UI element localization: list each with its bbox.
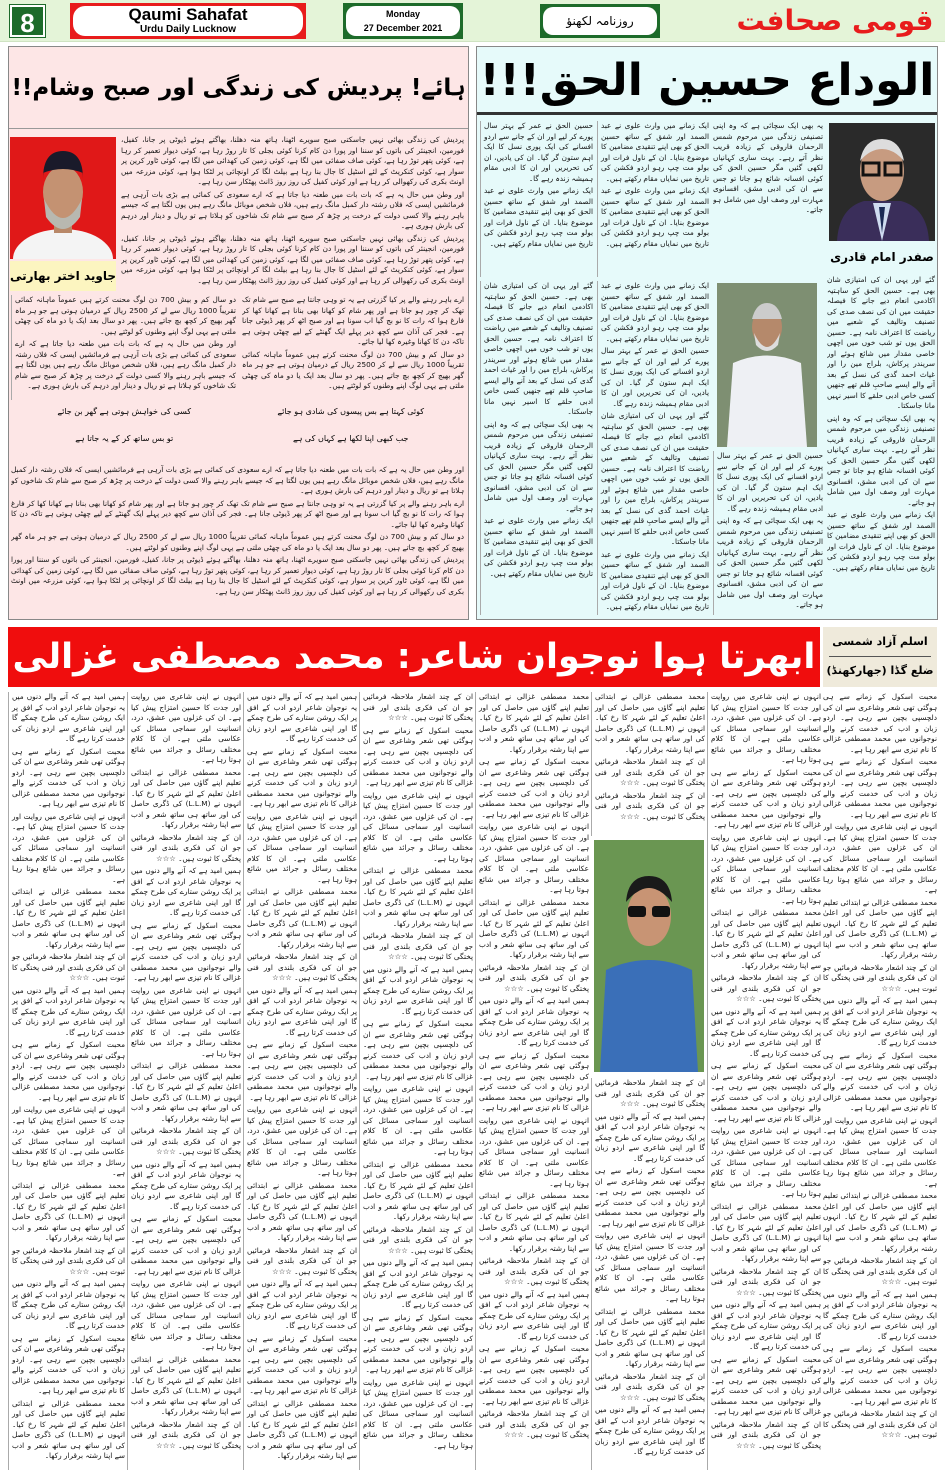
right-article-byline: صفدر امام قادری <box>830 250 934 264</box>
paragraph: گئے اور یہی ان کی امتیازی شان بھی ہے۔ حسین الحق کو ساہتیہ اکادمی انعام دیے جانے کا فیصلہ حقیقت میں ان کی نصف صدی کی تصنیف وتالیف کے شعبے میں ریاضت کا اعتراف نامہ ہے۔ حسین الحق یوں تو شب خوں میں اچھی خاصی مقدار میں شائع ہوئے اور سریندر پرکاش، بلراج مین را اور غیاث احمد گدی کی نسل کے بعد آنے والے ایسے صاحبِ قلم تھے جنھیں کسی خاص ادبی حلقے کا اسیر نہیں مانا جاسکتا۔ <box>601 411 709 546</box>
paragraph: محبت اسکول کے زمانے سے ہی ہوگئی تھی شعر وشاعری سے ان کی دلچسپی بچپن سے رہی ہے۔ اردو زبان و ادب کی خدمت کرنے والے نوجوانوں میں محمد مصطفی غزالی کا نام تیزی سے ابھر رہا ہے۔ <box>479 1050 589 1112</box>
paragraph: محبت اسکول کے زمانے سے ہی ہوگئی تھی شعر وشاعری سے ان کی دلچسپی بچپن سے رہی ہے۔ اردو زبان و ادب کی خدمت کرنے والے نوجوانوں میں محمد مصطفی غزالی کا نام تیزی سے ابھر رہا ہے۔ <box>131 1214 241 1276</box>
paragraph: اور وطن میں حال یہ ہے کہ بات بات میں طعنہ دیا جاتا ہے کہ ارے سعودی کی کمائی ہے بڑی بات آرہی ہے فرمائشیں ایسی کہ فلاں رشتہ دار کمبل مانگ رہے ہیں، فلاں شخص موبائل مانگ رہے ہیں یوں لگتا ہے کہ جیسے باہر رہنے والا کسی دولت کے درخت پر چڑھ کر صبح سے شام تک شاخوں کو ہلاتا ہے تو ریال و دینار اور درہم کی بارش ہوری ہے۔ <box>11 465 464 495</box>
paragraph: محبت اسکول کے زمانے سے ہی ہوگئی تھی شعر وشاعری سے ان کی دلچسپی بچپن سے رہی ہے۔ اردو زبان و ادب کی خدمت کرنے والے نوجوانوں میں محمد مصطفی غزالی کا نام تیزی سے ابھر رہا ہے۔ <box>247 746 357 808</box>
paragraph: محبت اسکول کے زمانے سے ہی ہوگئی تھی شعر وشاعری سے ان کی دلچسپی بچپن سے رہی ہے۔ اردو زبان و ادب کی خدمت کرنے والے نوجوانوں میں محمد مصطفی غزالی کا نام تیزی سے ابھر رہا ہے۔ <box>823 757 937 819</box>
paragraph: انہوں نے اپنی شاعری میں روایت اور جدت کا حسین امتزاج پیش کیا ہے۔ ان کی غزلوں میں عشق، درد، انسانیت اور سماجی مسائل کی عکاسی ملتی ہے۔ ان کا کلام مختلف رسائل و جرائد میں شائع ہوتا رہا ہے۔ <box>363 790 473 863</box>
paragraph: محبت اسکول کے زمانے سے ہی ہوگئی تھی شعر وشاعری سے ان کی دلچسپی بچپن سے رہی ہے۔ اردو زبان و ادب کی خدمت کرنے والے نوجوانوں میں محمد مصطفی غزالی کا نام تیزی سے ابھر رہا ہے۔ <box>823 1344 937 1406</box>
paragraph: محبت اسکول کے زمانے سے ہی ہوگئی تھی شعر وشاعری سے ان کی دلچسپی بچپن سے رہی ہے۔ اردو زبان و ادب کی خدمت کرنے والے نوجوانوں میں محمد مصطفی غزالی کا نام تیزی سے ابھر رہا ہے۔ <box>12 1040 125 1102</box>
bottom-article-col4 <box>475 692 589 1470</box>
paragraph: ہمیں امید ہے کہ آنے والے دنوں میں یہ نوجوان شاعر اردو ادب کے افق پر ایک روشن ستارے کی طرح چمکے گا اور اپنی شاعری سے اردو زبان کی خدمت کرتا رہے گا۔ <box>131 866 241 917</box>
left-article-headline: ہائے! پردیش کی زندگی اور صبح وشام!! <box>9 47 468 129</box>
paragraph: محبت اسکول کے زمانے سے ہی ہوگئی تھی شعر وشاعری سے ان کی دلچسپی بچپن سے رہی ہے۔ اردو زبان و ادب کی خدمت کرنے والے نوجوانوں میں محمد مصطفی غزالی کا نام تیزی سے ابھر رہا ہے۔ <box>823 1050 937 1112</box>
bottom-article-col7 <box>127 692 241 1470</box>
paragraph: محمد مصطفی غزالی نے ابتدائی تعلیم اپنے گاؤں میں حاصل کی اور اعلیٰ تعلیم کے لئے شہر کا رخ کیا۔ انہوں نے (L.L.M) کی ڈگری حاصل کی اور ساتھ ہی ساتھ شعر و ادب سے اپنا رشتہ برقرار رکھا۔ <box>12 1398 125 1460</box>
paragraph: اور وطن میں حال یہ ہے کہ بات بات میں طعنہ دیا جاتا ہے کہ ارے سعودی کی کمائی ہے بڑی بات آرہی ہے فرمائشیں ایسی کہ فلاں رشتہ دار کمبل مانگ رہے ہیں، فلاں شخص موبائل مانگ رہے ہیں یوں لگتا ہے کہ جیسے باہر رہنے والا کسی دولت کے درخت پر چڑھ کر صبح سے شام تک شاخوں کو ہلاتا ہے تو ریال و دینار اور درہم کی بارش ہوری ہے۔ <box>15 339 236 390</box>
paragraph: محمد مصطفی غزالی نے ابتدائی تعلیم اپنے گاؤں میں حاصل کی اور اعلیٰ تعلیم کے لئے شہر کا رخ کیا۔ انہوں نے (L.L.M) کی ڈگری حاصل کی اور ساتھ ہی ساتھ شعر و ادب سے اپنا رشتہ برقرار رکھا۔ <box>131 1061 241 1123</box>
paragraph: محبت اسکول کے زمانے سے ہی ہوگئی تھی شعر وشاعری سے ان کی دلچسپی بچپن سے رہی ہے۔ اردو زبان و ادب کی خدمت کرنے والے نوجوانوں میں محمد مصطفی غزالی کا نام تیزی سے ابھر رہا ہے۔ <box>823 692 937 754</box>
paragraph: انہوں نے اپنی شاعری میں روایت اور جدت کا حسین امتزاج پیش کیا ہے۔ ان کی غزلوں میں عشق، درد، انسانیت اور سماجی مسائل کی عکاسی ملتی ہے۔ ان کا کلام مختلف رسائل و جرائد میں شائع ہوتا رہا ہے۔ <box>823 822 937 894</box>
newspaper-title-box <box>70 3 306 39</box>
paragraph: ان کے چند اشعار ملاحظہ فرمائیں جو ان کی فکری بلندی اور فنی پختگی کا ثبوت ہیں۔ ☆☆☆ <box>12 952 125 982</box>
paragraph: ایک زمانے میں وارث علوی نے عبد الصمد اور شفق کے ساتھ حسین الحق کو بھی اپنے تنقیدی مضامین کا موضوع بنایا۔ ان کے ناول فرات اور بولو مت چپ رہو اردو فکشن کی تاریخ میں نمایاں مقام رکھتے ہیں۔ <box>601 281 709 343</box>
paragraph: محبت اسکول کے زمانے سے ہی ہوگئی تھی شعر وشاعری سے ان کی دلچسپی بچپن سے رہی ہے۔ اردو زبان و ادب کی خدمت کرنے والے نوجوانوں میں محمد مصطفی غزالی کا نام تیزی سے ابھر رہا ہے۔ <box>363 725 473 787</box>
paragraph: محبت اسکول کے زمانے سے ہی ہوگئی تھی شعر وشاعری سے ان کی دلچسپی بچپن سے رہی ہے۔ اردو زبان و ادب کی خدمت کرنے والے نوجوانوں میں محمد مصطفی غزالی کا نام تیزی سے ابھر رہا ہے۔ <box>711 1354 821 1416</box>
paragraph: ہمیں امید ہے کہ آنے والے دنوں میں یہ نوجوان شاعر اردو ادب کے افق پر ایک روشن ستارے کی طرح چمکے گا اور اپنی شاعری سے اردو زبان کی خدمت کرتا رہے گا۔ <box>363 1258 473 1309</box>
paragraph: محمد مصطفی غزالی نے ابتدائی تعلیم اپنے گاؤں میں حاصل کی اور اعلیٰ تعلیم کے لئے شہر کا رخ کیا۔ انہوں نے (L.L.M) کی ڈگری حاصل کی اور ساتھ ہی ساتھ شعر و ادب سے اپنا رشتہ برقرار رکھا۔ <box>247 1398 357 1460</box>
paragraph: پردیش کی زندگی بھائی نہیں جاسکتی صبح سویرے اٹھنا، ہاتھ منہ دھلنا، بھاگتے ہوئے ڈیوٹی پر جانا، کفیل، فورمین، انجینئر کی باتوں کو سننا اور پورا دن کام کرنا کوئی بجلی کا تار روڑ رہا ہے، کوئی دیوار تعمیر کر رہا ہے، کوئی پتھر توڑ رہا ہے، کوئی صاف صفائی میں لگا ہے، کوئی زمین کی کھدائی میں لگا ہے، کوئی ٹاور کرین پر سوار ہے، کوئی کنکریٹ کے لئے اسٹیل کا جال بنا رہا ہے بیلٹ لگا کر اونچائی پر لٹکا ہوا ہے، کوئی مزرعہ میں اونٹ بکری کی رکھوالی کر رہا ہے اور کوئی کفیل کی روز روز ڈانٹ پھٹکار سن رہا ہے۔ <box>121 233 464 285</box>
paragraph: حسین الحق نے عمر کے بہتر سال پورے کر لیے اور ان کے جانے سے اردو افسانے کی ایک پوری نسل کا ایک اہم ستون گر گیا۔ ان کی یادیں، ان کی تحریریں اور ان کا ادبی مقام ہمیشہ زندہ رہے گا۔ <box>717 451 823 513</box>
paragraph: ہمیں امید ہے کہ آنے والے دنوں میں یہ نوجوان شاعر اردو ادب کے افق پر ایک روشن ستارے کی طرح چمکے گا اور اپنی شاعری سے اردو زبان کی خدمت کرتا رہے گا۔ <box>711 1006 821 1058</box>
bottom-article-col5 <box>359 692 473 1470</box>
paragraph: انہوں نے اپنی شاعری میں روایت اور جدت کا حسین امتزاج پیش کیا ہے۔ ان کی غزلوں میں عشق، درد، انسانیت اور سماجی مسائل کی عکاسی ملتی ہے۔ ان کا کلام مختلف رسائل و جرائد میں شائع ہوتا رہا ہے۔ <box>131 985 241 1058</box>
paragraph: محبت اسکول کے زمانے سے ہی ہوگئی تھی شعر وشاعری سے ان کی دلچسپی بچپن سے رہی ہے۔ اردو زبان و ادب کی خدمت کرنے والے نوجوانوں میں محمد مصطفی غزالی کا نام تیزی سے ابھر رہا ہے۔ <box>711 767 821 829</box>
paragraph: انہوں نے اپنی شاعری میں روایت اور جدت کا حسین امتزاج پیش کیا ہے۔ ان کی غزلوں میں عشق، درد، انسانیت اور سماجی مسائل کی عکاسی ملتی ہے۔ ان کا کلام مختلف رسائل و جرائد میں شائع ہوتا رہا ہے۔ <box>12 1105 125 1177</box>
paragraph: ہمیں امید ہے کہ آنے والے دنوں میں یہ نوجوان شاعر اردو ادب کے افق پر ایک روشن ستارے کی طرح چمکے گا اور اپنی شاعری سے اردو زبان کی خدمت کرتا رہے گا۔ <box>711 1300 821 1351</box>
paragraph: ان کے چند اشعار ملاحظہ فرمائیں جو ان کی فکری بلندی اور فنی پختگی کا ثبوت ہیں۔ ☆☆☆ <box>711 1266 821 1297</box>
right-article-headline: الوداع حسین الحق!!! <box>477 47 937 115</box>
paragraph: ہمیں امید ہے کہ آنے والے دنوں میں یہ نوجوان شاعر اردو ادب کے افق پر ایک روشن ستارے کی طرح چمکے گا اور اپنی شاعری سے اردو زبان کی خدمت کرتا رہے گا۔ <box>479 1289 589 1341</box>
paragraph: انہوں نے اپنی شاعری میں روایت اور جدت کا حسین امتزاج پیش کیا ہے۔ ان کی غزلوں میں عشق، درد، انسانیت اور سماجی مسائل کی عکاسی ملتی ہے۔ ان کا کلام مختلف رسائل و جرائد میں شائع ہوتا رہا ہے۔ <box>823 1115 937 1188</box>
paragraph: یہ بھی ایک سچائی ہے کہ وہ اپنی تصنیفی زندگی میں مرحوم شمس الرحمان فاروقی کے زیادہ قریب نظر آتے رہے۔ بہت ساری کہانیاں لکھی گئیں مگر حسین الحق کی کوئی افسانہ شائع ہو جاتا تو جس سے ان کی ادبی مشق، افسانوی مہارت اور وصف اول میں شامل ہو جاتے۔ <box>717 516 823 609</box>
paragraph: ان کے چند اشعار ملاحظہ فرمائیں جو ان کی فکری بلندی اور فنی پختگی کا ثبوت ہیں۔ ☆☆☆ <box>247 1245 357 1276</box>
paragraph: ان کے چند اشعار ملاحظہ فرمائیں جو ان کی فکری بلندی اور فنی پختگی کا ثبوت ہیں۔ ☆☆☆ <box>823 962 937 993</box>
paragraph: انہوں نے اپنی شاعری میں روایت اور جدت کا حسین امتزاج پیش کیا ہے۔ ان کی غزلوں میں عشق، درد، انسانیت اور سماجی مسائل کی عکاسی ملتی ہے۔ ان کا کلام مختلف رسائل و جرائد میں شائع ہوتا رہا ہے۔ <box>247 1105 357 1177</box>
paragraph: پردیش کی زندگی بھائی نہیں جاسکتی صبح سویرے اٹھنا، ہاتھ منہ دھلنا، بھاگتے ہوئے ڈیوٹی پر جانا، کفیل، فورمین، انجینئر کی باتوں کو سننا اور پورا دن کام کرنا کوئی بجلی کا تار روڑ رہا ہے، کوئی دیوار تعمیر کر رہا ہے، کوئی پتھر توڑ رہا ہے، کوئی صاف صفائی میں لگا ہے، کوئی زمین کی کھدائی میں لگا ہے، کوئی ٹاور کرین پر سوار ہے، کوئی کنکریٹ کے لئے اسٹیل کا جال بنا رہا ہے بیلٹ لگا کر اونچائی پر لٹکا ہوا ہے، کوئی مزرعہ میں اونٹ بکری کی رکھوالی کر رہا ہے اور کوئی کفیل کی روز روز ڈانٹ پھٹکار سن رہا ہے۔ <box>121 135 464 186</box>
right-article-text-col3 <box>597 281 709 615</box>
paragraph: محبت اسکول کے زمانے سے ہی ہوگئی تھی شعر وشاعری سے ان کی دلچسپی بچپن سے رہی ہے۔ اردو زبان و ادب کی خدمت کرنے والے نوجوانوں میں محمد مصطفی غزالی کا نام تیزی سے ابھر رہا ہے۔ <box>131 920 241 982</box>
right-article-text-top-col2 <box>597 121 709 277</box>
left-article-text-body-col1 <box>242 295 464 400</box>
article-photo <box>717 283 817 447</box>
paragraph: محمد مصطفی غزالی نے ابتدائی تعلیم اپنے گاؤں میں حاصل کی اور اعلیٰ تعلیم کے لئے شہر کا رخ کیا۔ انہوں نے (L.L.M) کی ڈگری حاصل کی اور ساتھ ہی ساتھ شعر و ادب سے اپنا رشتہ برقرار رکھا۔ <box>823 897 937 959</box>
paragraph: محمد مصطفی غزالی نے ابتدائی تعلیم اپنے گاؤں میں حاصل کی اور اعلیٰ تعلیم کے لئے شہر کا رخ کیا۔ انہوں نے (L.L.M) کی ڈگری حاصل کی اور ساتھ ہی ساتھ شعر و ادب سے اپنا رشتہ برقرار رکھا۔ <box>595 1306 705 1368</box>
paragraph: یہ بھی ایک سچائی ہے کہ وہ اپنی تصنیفی زندگی میں مرحوم شمس الرحمان فاروقی کے زیادہ قریب نظر آتے رہے۔ بہت ساری کہانیاں لکھی گئیں مگر حسین الحق کی کوئی افسانہ شائع ہو جاتا تو جس سے ان کی ادبی مشق، افسانوی مہارت اور وصف اول میں شامل ہو جاتے۔ <box>827 413 935 507</box>
bottom-article-location: ضلع گڈا (جھارکھنڈ) <box>826 664 934 677</box>
paragraph: ارے باہر رہنے والے پر کیا گزرتی ہے یہ تو وہی جانتا ہے صبح سے شام تک تھک کر چور ہو جاتا ہے اور پھر شام کو کھانا بھی بنانا ہے کھانا کھا کر فارغ ہوا کہ رات کا نو بج گیا اب سونا ہے اور صبح اٹھ کر پھر ڈیوٹی جانا ہے۔ فجر کی آذان سے کچھ دیر پہلے ایک گھنٹے کے لیے چھٹی ہوتی ہے تاکہ دن کا کھانا وغیرہ کھا لیا جائے۔ <box>242 295 464 346</box>
poem-line: جب کبھی اپنا لکھا ہے کہاں کی ہے <box>293 434 409 443</box>
paragraph: اور وطن میں حال یہ ہے کہ بات بات میں طعنہ دیا جاتا ہے کہ ارے سعودی کی کمائی ہے بڑی بات آرہی ہے فرمائشیں ایسی کہ فلاں رشتہ دار کمبل مانگ رہے ہیں، فلاں شخص موبائل مانگ رہے ہیں یوں لگتا ہے کہ جیسے باہر رہنے والا کسی دولت کے درخت پر چڑھ کر صبح سے شام تک شاخوں کو ہلاتا ہے تو ریال و دینار اور درہم کی بارش ہوری ہے۔ <box>121 189 464 230</box>
paragraph: محمد مصطفی غزالی نے ابتدائی تعلیم اپنے گاؤں میں حاصل کی اور اعلیٰ تعلیم کے لئے شہر کا رخ کیا۔ انہوں نے (L.L.M) کی ڈگری حاصل کی اور ساتھ ہی ساتھ شعر و ادب سے اپنا رشتہ برقرار رکھا۔ <box>247 1180 357 1242</box>
paragraph: ہمیں امید ہے کہ آنے والے دنوں میں یہ نوجوان شاعر اردو ادب کے افق پر ایک روشن ستارے کی طرح چمکے گا اور اپنی شاعری سے اردو زبان کی خدمت کرتا رہے گا۔ <box>595 1111 705 1163</box>
paragraph: پردیش کی زندگی بھائی نہیں جاسکتی صبح سویرے اٹھنا، ہاتھ منہ دھلنا، بھاگتے ہوئے ڈیوٹی پر جانا، کفیل، فورمین، انجینئر کی باتوں کو سننا اور پورا دن کام کرنا کوئی بجلی کا تار روڑ رہا ہے، کوئی دیوار تعمیر کر رہا ہے، کوئی پتھر توڑ رہا ہے، کوئی صاف صفائی میں لگا ہے، کوئی زمین کی کھدائی میں لگا ہے، کوئی ٹاور کرین پر سوار ہے، کوئی کنکریٹ کے لئے اسٹیل کا جال بنا رہا ہے بیلٹ لگا کر اونچائی پر لٹکا ہوا ہے، کوئی مزرعہ میں اونٹ بکری کی رکھوالی کر رہا ہے اور کوئی کفیل کی روز روز ڈانٹ پھٹکار سن رہا ہے۔ <box>11 555 464 596</box>
paragraph: ان کے چند اشعار ملاحظہ فرمائیں جو ان کی فکری بلندی اور فنی پختگی کا ثبوت ہیں۔ ☆☆☆ <box>595 757 705 787</box>
bottom-article-headline: ابھرتا ہوا نوجوان شاعر: محمد مصطفی غزالی <box>8 627 820 687</box>
paragraph: ہمیں امید ہے کہ آنے والے دنوں میں یہ نوجوان شاعر اردو ادب کے افق پر ایک روشن ستارے کی طرح چمکے گا اور اپنی شاعری سے اردو زبان کی خدمت کرتا رہے گا۔ <box>479 996 589 1047</box>
poem-line: کسی کی خواہش ہوتی ہے گھر بن جائے <box>57 407 192 416</box>
paragraph: یہ بھی ایک سچائی ہے کہ وہ اپنی تصنیفی زندگی میں مرحوم شمس الرحمان فاروقی کے زیادہ قریب نظر آتے رہے۔ بہت ساری کہانیاں لکھی گئیں مگر حسین الحق کی کوئی افسانہ شائع ہو جاتا تو جس سے ان کی ادبی مشق، افسانوی مہارت اور وصف اول میں شامل ہو جاتے۔ <box>713 121 823 214</box>
paragraph: یہ بھی ایک سچائی ہے کہ وہ اپنی تصنیفی زندگی میں مرحوم شمس الرحمان فاروقی کے زیادہ قریب نظر آتے رہے۔ بہت ساری کہانیاں لکھی گئیں مگر حسین الحق کی کوئی افسانہ شائع ہو جاتا تو جس سے ان کی ادبی مشق، افسانوی مہارت اور وصف اول میں شامل ہو جاتے۔ <box>484 419 593 513</box>
paragraph: محمد مصطفی غزالی نے ابتدائی تعلیم اپنے گاؤں میں حاصل کی اور اعلیٰ تعلیم کے لئے شہر کا رخ کیا۔ انہوں نے (L.L.M) کی ڈگری حاصل کی اور ساتھ ہی ساتھ شعر و ادب سے اپنا رشتہ برقرار رکھا۔ <box>247 887 357 949</box>
bottom-article-col1 <box>823 692 937 1470</box>
paragraph: انہوں نے اپنی شاعری میں روایت اور جدت کا حسین امتزاج پیش کیا ہے۔ ان کی غزلوں میں عشق، درد، انسانیت اور سماجی مسائل کی عکاسی ملتی ہے۔ ان کا کلام مختلف رسائل و جرائد میں شائع ہوتا رہا ہے۔ <box>595 1231 705 1303</box>
paragraph: دو سال کم و بیش 700 دن لوگ محنت کرتے ہیں عموماً ماہانہ کمائی تقریباً 1000 ریال سے لے کر 2500 ریال کے درمیان ہوتی ہے جو ہر ماہ گھر بھیج کر کچھ بچ جاتے ہیں۔ پھر دو سال بعد ایک یا دو ماہ کی چھٹی ملتی ہے یہی لوگ اپنے وطنوں کو لوٹتے ہیں۔ <box>242 349 464 390</box>
urdu-masthead-logo: قومی صحافت <box>736 4 934 37</box>
paragraph: محمد مصطفی غزالی نے ابتدائی تعلیم اپنے گاؤں میں حاصل کی اور اعلیٰ تعلیم کے لئے شہر کا رخ کیا۔ انہوں نے (L.L.M) کی ڈگری حاصل کی اور ساتھ ہی ساتھ شعر و ادب سے اپنا رشتہ برقرار رکھا۔ <box>479 1191 589 1253</box>
paragraph: دو سال کم و بیش 700 دن لوگ محنت کرتے ہیں عموماً ماہانہ کمائی تقریباً 1000 ریال سے لے کر 2500 ریال کے درمیان ہوتی ہے جو ہر ماہ گھر بھیج کر کچھ بچ جاتے ہیں۔ پھر دو سال بعد ایک یا دو ماہ کی چھٹی ملتی ہے یہی لوگ اپنے وطنوں کو لوٹتے ہیں۔ <box>15 295 236 336</box>
poet-photo <box>594 840 704 1072</box>
paragraph: ان کے چند اشعار ملاحظہ فرمائیں جو ان کی فکری بلندی اور فنی پختگی کا ثبوت ہیں۔ ☆☆☆ <box>12 1245 125 1276</box>
paragraph: ان کے چند اشعار ملاحظہ فرمائیں جو ان کی فکری بلندی اور فنی پختگی کا ثبوت ہیں۔ ☆☆☆ <box>595 1078 705 1108</box>
paragraph: ان کے چند اشعار ملاحظہ فرمائیں جو ان کی فکری بلندی اور فنی پختگی کا ثبوت ہیں۔ ☆☆☆ <box>479 1409 589 1439</box>
bottom-article-author: اسلم آزاد شمسی <box>829 627 931 657</box>
paragraph: ایک زمانے میں وارث علوی نے عبد الصمد اور شفق کے ساتھ حسین الحق کو بھی اپنے تنقیدی مضامین کا موضوع بنایا۔ ان کے ناول فرات اور بولو مت چپ رہو اردو فکشن کی تاریخ میں نمایاں مقام رکھتے ہیں۔ <box>827 510 935 572</box>
paragraph: محمد مصطفی غزالی نے ابتدائی تعلیم اپنے گاؤں میں حاصل کی اور اعلیٰ تعلیم کے لئے شہر کا رخ کیا۔ انہوں نے (L.L.M) کی ڈگری حاصل کی اور ساتھ ہی ساتھ شعر و ادب سے اپنا رشتہ برقرار رکھا۔ <box>595 692 705 754</box>
masthead-bar <box>0 0 945 42</box>
bottom-article-col3-top <box>591 692 705 836</box>
poem-line: کوئی کہتا ہے بس پیسوں کی شادی ہو جائے <box>277 407 425 416</box>
paragraph: ان کے چند اشعار ملاحظہ فرمائیں جو ان کی فکری بلندی اور فنی پختگی کا ثبوت ہیں۔ ☆☆☆ <box>823 1256 937 1286</box>
paragraph: محبت اسکول کے زمانے سے ہی ہوگئی تھی شعر وشاعری سے ان کی دلچسپی بچپن سے رہی ہے۔ اردو زبان و ادب کی خدمت کرنے والے نوجوانوں میں محمد مصطفی غزالی کا نام تیزی سے ابھر رہا ہے۔ <box>363 1019 473 1081</box>
paragraph: محمد مصطفی غزالی نے ابتدائی تعلیم اپنے گاؤں میں حاصل کی اور اعلیٰ تعلیم کے لئے شہر کا رخ کیا۔ انہوں نے (L.L.M) کی ڈگری حاصل کی اور ساتھ ہی ساتھ شعر و ادب سے اپنا رشتہ برقرار رکھا۔ <box>711 1201 821 1263</box>
paragraph: محبت اسکول کے زمانے سے ہی ہوگئی تھی شعر وشاعری سے ان کی دلچسپی بچپن سے رہی ہے۔ اردو زبان و ادب کی خدمت کرنے والے نوجوانوں میں محمد مصطفی غزالی کا نام تیزی سے ابھر رہا ہے۔ <box>595 1166 705 1228</box>
left-article-byline: جاوید اختر بھارتی <box>10 261 116 291</box>
paragraph: ایک زمانے میں وارث علوی نے عبد الصمد اور شفق کے ساتھ حسین الحق کو بھی اپنے تنقیدی مضامین کا موضوع بنایا۔ ان کے ناول فرات اور بولو مت چپ رہو اردو فکشن کی تاریخ میں نمایاں مقام رکھتے ہیں۔ <box>601 549 709 611</box>
paragraph: ان کے چند اشعار ملاحظہ فرمائیں جو ان کی فکری بلندی اور فنی پختگی کا ثبوت ہیں۔ ☆☆☆ <box>479 962 589 993</box>
newspaper-title: Qaumi Sahafat <box>128 5 248 24</box>
paragraph: محبت اسکول کے زمانے سے ہی ہوگئی تھی شعر وشاعری سے ان کی دلچسپی بچپن سے رہی ہے۔ اردو زبان و ادب کی خدمت کرنے والے نوجوانوں میں محمد مصطفی غزالی کا نام تیزی سے ابھر رہا ہے۔ <box>12 746 125 808</box>
paragraph: انہوں نے اپنی شاعری میں روایت اور جدت کا حسین امتزاج پیش کیا ہے۔ ان کی غزلوں میں عشق، درد، انسانیت اور سماجی مسائل کی عکاسی ملتی ہے۔ ان کا کلام مختلف رسائل و جرائد میں شائع ہوتا رہا ہے۔ <box>12 811 125 884</box>
paragraph: دو سال کم و بیش 700 دن لوگ محنت کرتے ہیں عموماً ماہانہ کمائی تقریباً 1000 ریال سے لے کر 2500 ریال کے درمیان ہوتی ہے جو ہر ماہ گھر بھیج کر کچھ بچ جاتے ہیں۔ پھر دو سال بعد ایک یا دو ماہ کی چھٹی ملتی ہے یہی لوگ اپنے وطنوں کو لوٹتے ہیں۔ <box>11 532 464 552</box>
paragraph: محبت اسکول کے زمانے سے ہی ہوگئی تھی شعر وشاعری سے ان کی دلچسپی بچپن سے رہی ہے۔ اردو زبان و ادب کی خدمت کرنے والے نوجوانوں میں محمد مصطفی غزالی کا نام تیزی سے ابھر رہا ہے۔ <box>363 1312 473 1374</box>
page-number: 8 <box>10 5 45 37</box>
bottom-article-author-box <box>823 627 937 687</box>
right-article-text-under-photo <box>713 451 823 615</box>
paragraph: ان کے چند اشعار ملاحظہ فرمائیں جو ان کی فکری بلندی اور فنی پختگی کا ثبوت ہیں۔ ☆☆☆ <box>131 1126 241 1156</box>
newspaper-subtitle: Urdu Daily Lucknow <box>139 24 237 35</box>
paragraph: ہمیں امید ہے کہ آنے والے دنوں میں یہ نوجوان شاعر اردو ادب کے افق پر ایک روشن ستارے کی طرح چمکے گا اور اپنی شاعری سے اردو زبان کی خدمت کرتا رہے گا۔ <box>595 1405 705 1456</box>
paragraph: ان کے چند اشعار ملاحظہ فرمائیں جو ان کی فکری بلندی اور فنی پختگی کا ثبوت ہیں۔ ☆☆☆ <box>363 931 473 961</box>
issue-date: 27 December 2021 <box>363 23 443 33</box>
author-photo <box>10 137 116 259</box>
paragraph: ہمیں امید ہے کہ آنے والے دنوں میں یہ نوجوان شاعر اردو ادب کے افق پر ایک روشن ستارے کی طرح چمکے گا اور اپنی شاعری سے اردو زبان کی خدمت کرتا رہے گا۔ <box>131 1159 241 1211</box>
paragraph: محبت اسکول کے زمانے سے ہی ہوگئی تھی شعر وشاعری سے ان کی دلچسپی بچپن سے رہی ہے۔ اردو زبان و ادب کی خدمت کرنے والے نوجوانوں میں محمد مصطفی غزالی کا نام تیزی سے ابھر رہا ہے۔ <box>247 1040 357 1102</box>
paragraph: انہوں نے اپنی شاعری میں روایت اور جدت کا حسین امتزاج پیش کیا ہے۔ ان کی غزلوں میں عشق، درد، انسانیت اور سماجی مسائل کی عکاسی ملتی ہے۔ ان کا کلام مختلف رسائل و جرائد میں شائع ہوتا رہا ہے۔ <box>479 822 589 894</box>
paragraph: محبت اسکول کے زمانے سے ہی ہوگئی تھی شعر وشاعری سے ان کی دلچسپی بچپن سے رہی ہے۔ اردو زبان و ادب کی خدمت کرنے والے نوجوانوں میں محمد مصطفی غزالی کا نام تیزی سے ابھر رہا ہے۔ <box>711 1061 821 1123</box>
paragraph: محمد مصطفی غزالی نے ابتدائی تعلیم اپنے گاؤں میں حاصل کی اور اعلیٰ تعلیم کے لئے شہر کا رخ کیا۔ انہوں نے (L.L.M) کی ڈگری حاصل کی اور ساتھ ہی ساتھ شعر و ادب سے اپنا رشتہ برقرار رکھا۔ <box>479 897 589 959</box>
paragraph: محمد مصطفی غزالی نے ابتدائی تعلیم اپنے گاؤں میں حاصل کی اور اعلیٰ تعلیم کے لئے شہر کا رخ کیا۔ انہوں نے (L.L.M) کی ڈگری حاصل کی اور ساتھ ہی ساتھ شعر و ادب سے اپنا رشتہ برقرار رکھا۔ <box>479 692 589 754</box>
bottom-article-col2 <box>707 692 821 1470</box>
paragraph: محبت اسکول کے زمانے سے ہی ہوگئی تھی شعر وشاعری سے ان کی دلچسپی بچپن سے رہی ہے۔ اردو زبان و ادب کی خدمت کرنے والے نوجوانوں میں محمد مصطفی غزالی کا نام تیزی سے ابھر رہا ہے۔ <box>247 1333 357 1395</box>
right-article <box>476 46 938 620</box>
paragraph: انہوں نے اپنی شاعری میں روایت اور جدت کا حسین امتزاج پیش کیا ہے۔ ان کی غزلوں میں عشق، درد، انسانیت اور سماجی مسائل کی عکاسی ملتی ہے۔ ان کا کلام مختلف رسائل و جرائد میں شائع ہوتا رہا ہے۔ <box>711 1126 821 1198</box>
urdu-tag-box <box>540 4 660 38</box>
paragraph: محمد مصطفی غزالی نے ابتدائی تعلیم اپنے گاؤں میں حاصل کی اور اعلیٰ تعلیم کے لئے شہر کا رخ کیا۔ انہوں نے (L.L.M) کی ڈگری حاصل کی اور ساتھ ہی ساتھ شعر و ادب سے اپنا رشتہ برقرار رکھا۔ <box>12 1180 125 1242</box>
paragraph: ایک زمانے میں وارث علوی نے عبد الصمد اور شفق کے ساتھ حسین الحق کو بھی اپنے تنقیدی مضامین کا موضوع بنایا۔ ان کے ناول فرات اور بولو مت چپ رہو اردو فکشن کی تاریخ میں نمایاں مقام رکھتے ہیں۔ <box>601 186 709 248</box>
right-article-text-col4 <box>480 281 593 615</box>
paragraph: ہمیں امید ہے کہ آنے والے دنوں میں یہ نوجوان شاعر اردو ادب کے افق پر ایک روشن ستارے کی طرح چمکے گا اور اپنی شاعری سے اردو زبان کی خدمت کرتا رہے گا۔ <box>12 692 125 743</box>
paragraph: انہوں نے اپنی شاعری میں روایت اور جدت کا حسین امتزاج پیش کیا ہے۔ ان کی غزلوں میں عشق، درد، انسانیت اور سماجی مسائل کی عکاسی ملتی ہے۔ ان کا کلام مختلف رسائل و جرائد میں شائع ہوتا رہا ہے۔ <box>711 692 821 764</box>
paragraph: ہمیں امید ہے کہ آنے والے دنوں میں یہ نوجوان شاعر اردو ادب کے افق پر ایک روشن ستارے کی طرح چمکے گا اور اپنی شاعری سے اردو زبان کی خدمت کرتا رہے گا۔ <box>247 692 357 743</box>
paragraph: انہوں نے اپنی شاعری میں روایت اور جدت کا حسین امتزاج پیش کیا ہے۔ ان کی غزلوں میں عشق، درد، انسانیت اور سماجی مسائل کی عکاسی ملتی ہے۔ ان کا کلام مختلف رسائل و جرائد میں شائع ہوتا رہا ہے۔ <box>131 692 241 764</box>
paragraph: انہوں نے اپنی شاعری میں روایت اور جدت کا حسین امتزاج پیش کیا ہے۔ ان کی غزلوں میں عشق، درد، انسانیت اور سماجی مسائل کی عکاسی ملتی ہے۔ ان کا کلام مختلف رسائل و جرائد میں شائع ہوتا رہا ہے۔ <box>131 1279 241 1351</box>
left-article <box>8 46 469 620</box>
left-article-text-body-col2 <box>11 295 236 400</box>
paragraph: ہمیں امید ہے کہ آنے والے دنوں میں یہ نوجوان شاعر اردو ادب کے افق پر ایک روشن ستارے کی طرح چمکے گا اور اپنی شاعری سے اردو زبان کی خدمت کرتا رہے گا۔ <box>247 985 357 1037</box>
right-article-text-top-col1 <box>713 121 823 277</box>
paragraph: ان کے چند اشعار ملاحظہ فرمائیں جو ان کی فکری بلندی اور فنی پختگی کا ثبوت ہیں۔ ☆☆☆ <box>479 1256 589 1286</box>
paragraph: انہوں نے اپنی شاعری میں روایت اور جدت کا حسین امتزاج پیش کیا ہے۔ ان کی غزلوں میں عشق، درد، انسانیت اور سماجی مسائل کی عکاسی ملتی ہے۔ ان کا کلام مختلف رسائل و جرائد میں شائع ہوتا رہا ہے۔ <box>363 1377 473 1450</box>
left-article-text-intro <box>121 135 464 291</box>
paragraph: محمد مصطفی غزالی نے ابتدائی تعلیم اپنے گاؤں میں حاصل کی اور اعلیٰ تعلیم کے لئے شہر کا رخ کیا۔ انہوں نے (L.L.M) کی ڈگری حاصل کی اور ساتھ ہی ساتھ شعر و ادب سے اپنا رشتہ برقرار رکھا۔ <box>12 887 125 949</box>
right-article-text-col1 <box>827 275 935 615</box>
paragraph: ان کے چند اشعار ملاحظہ فرمائیں جو ان کی فکری بلندی اور فنی پختگی کا ثبوت ہیں۔ ☆☆☆ <box>711 973 821 1003</box>
paragraph: محبت اسکول کے زمانے سے ہی ہوگئی تھی شعر وشاعری سے ان کی دلچسپی بچپن سے رہی ہے۔ اردو زبان و ادب کی خدمت کرنے والے نوجوانوں میں محمد مصطفی غزالی کا نام تیزی سے ابھر رہا ہے۔ <box>12 1333 125 1395</box>
poem-line: تو بس ساتھ کر کے یہ جاتا ہے <box>75 434 174 443</box>
bottom-article-col6 <box>243 692 357 1470</box>
paragraph: ان کے چند اشعار ملاحظہ فرمائیں جو ان کی فکری بلندی اور فنی پختگی کا ثبوت ہیں۔ ☆☆☆ <box>711 1419 821 1450</box>
bottom-article-col8 <box>8 692 125 1470</box>
paragraph: گئے اور یہی ان کی امتیازی شان بھی ہے۔ حسین الحق کو ساہتیہ اکادمی انعام دیے جانے کا فیصلہ حقیقت میں ان کی نصف صدی کی تصنیف وتالیف کے شعبے میں ریاضت کا اعتراف نامہ ہے۔ حسین الحق یوں تو شب خوں میں اچھی خاصی مقدار میں شائع ہوئے اور سریندر پرکاش، بلراج مین را اور غیاث احمد گدی کی نسل کے بعد آنے والے ایسے صاحبِ قلم تھے جنھیں کسی خاص ادبی حلقے کا اسیر نہیں مانا جاسکتا۔ <box>827 275 935 410</box>
paragraph: محمد مصطفی غزالی نے ابتدائی تعلیم اپنے گاؤں میں حاصل کی اور اعلیٰ تعلیم کے لئے شہر کا رخ کیا۔ انہوں نے (L.L.M) کی ڈگری حاصل کی اور ساتھ ہی ساتھ شعر و ادب سے اپنا رشتہ برقرار رکھا۔ <box>131 767 241 829</box>
paragraph: محمد مصطفی غزالی نے ابتدائی تعلیم اپنے گاؤں میں حاصل کی اور اعلیٰ تعلیم کے لئے شہر کا رخ کیا۔ انہوں نے (L.L.M) کی ڈگری حاصل کی اور ساتھ ہی ساتھ شعر و ادب سے اپنا رشتہ برقرار رکھا۔ <box>363 1159 473 1221</box>
paragraph: محبت اسکول کے زمانے سے ہی ہوگئی تھی شعر وشاعری سے ان کی دلچسپی بچپن سے رہی ہے۔ اردو زبان و ادب کی خدمت کرنے والے نوجوانوں میں محمد مصطفی غزالی کا نام تیزی سے ابھر رہا ہے۔ <box>479 757 589 819</box>
paragraph: ایک زمانے میں وارث علوی نے عبد الصمد اور شفق کے ساتھ حسین الحق کو بھی اپنے تنقیدی مضامین کا موضوع بنایا۔ ان کے ناول فرات اور بولو مت چپ رہو اردو فکشن کی تاریخ میں نمایاں مقام رکھتے ہیں۔ <box>484 516 593 578</box>
paragraph: محمد مصطفی غزالی نے ابتدائی تعلیم اپنے گاؤں میں حاصل کی اور اعلیٰ تعلیم کے لئے شہر کا رخ کیا۔ انہوں نے (L.L.M) کی ڈگری حاصل کی اور ساتھ ہی ساتھ شعر و ادب سے اپنا رشتہ برقرار رکھا۔ <box>823 1191 937 1253</box>
paragraph: ارے باہر رہنے والے پر کیا گزرتی ہے یہ تو وہی جانتا ہے صبح سے شام تک تھک کر چور ہو جاتا ہے اور پھر شام کو کھانا بھی بنانا ہے کھانا کھا کر فارغ ہوا کہ رات کا نو بج گیا اب سونا ہے اور صبح اٹھ کر پھر ڈیوٹی جانا ہے۔ فجر کی آذان سے کچھ دیر پہلے ایک گھنٹے کے لیے چھٹی ہوتی ہے تاکہ دن کا کھانا وغیرہ کھا لیا جائے۔ <box>11 498 464 529</box>
paragraph: محمد مصطفی غزالی نے ابتدائی تعلیم اپنے گاؤں میں حاصل کی اور اعلیٰ تعلیم کے لئے شہر کا رخ کیا۔ انہوں نے (L.L.M) کی ڈگری حاصل کی اور ساتھ ہی ساتھ شعر و ادب سے اپنا رشتہ برقرار رکھا۔ <box>131 1354 241 1416</box>
paragraph: انہوں نے اپنی شاعری میں روایت اور جدت کا حسین امتزاج پیش کیا ہے۔ ان کی غزلوں میں عشق، درد، انسانیت اور سماجی مسائل کی عکاسی ملتی ہے۔ ان کا کلام مختلف رسائل و جرائد میں شائع ہوتا رہا ہے۔ <box>363 1084 473 1156</box>
paragraph: ہمیں امید ہے کہ آنے والے دنوں میں یہ نوجوان شاعر اردو ادب کے افق پر ایک روشن ستارے کی طرح چمکے گا اور اپنی شاعری سے اردو زبان کی خدمت کرتا رہے گا۔ <box>12 1279 125 1330</box>
paragraph: ہمیں امید ہے کہ آنے والے دنوں میں یہ نوجوان شاعر اردو ادب کے افق پر ایک روشن ستارے کی طرح چمکے گا اور اپنی شاعری سے اردو زبان کی خدمت کرتا رہے گا۔ <box>363 964 473 1016</box>
paragraph: حسین الحق نے عمر کے بہتر سال پورے کر لیے اور ان کے جانے سے اردو افسانے کی ایک پوری نسل کا ایک اہم ستون گر گیا۔ ان کی یادیں، ان کی تحریریں اور ان کا ادبی مقام ہمیشہ زندہ رہے گا۔ <box>601 346 709 408</box>
paragraph: ان کے چند اشعار ملاحظہ فرمائیں جو ان کی فکری بلندی اور فنی پختگی کا ثبوت ہیں۔ ☆☆☆ <box>131 1419 241 1450</box>
left-article-text-end <box>11 465 464 615</box>
paragraph: محبت اسکول کے زمانے سے ہی ہوگئی تھی شعر وشاعری سے ان کی دلچسپی بچپن سے رہی ہے۔ اردو زبان و ادب کی خدمت کرنے والے نوجوانوں میں محمد مصطفی غزالی کا نام تیزی سے ابھر رہا ہے۔ <box>479 1344 589 1406</box>
paragraph: ان کے چند اشعار ملاحظہ فرمائیں جو ان کی فکری بلندی اور فنی پختگی کا ثبوت ہیں۔ ☆☆☆ <box>823 1409 937 1439</box>
urdu-tag: روزنامہ لکھنؤ <box>543 7 657 35</box>
left-article-poem <box>11 405 464 459</box>
paragraph: ہمیں امید ہے کہ آنے والے دنوں میں یہ نوجوان شاعر اردو ادب کے افق پر ایک روشن ستارے کی طرح چمکے گا اور اپنی شاعری سے اردو زبان کی خدمت کرتا رہے گا۔ <box>823 996 937 1047</box>
author-photo <box>829 123 935 241</box>
paragraph: محمد مصطفی غزالی نے ابتدائی تعلیم اپنے گاؤں میں حاصل کی اور اعلیٰ تعلیم کے لئے شہر کا رخ کیا۔ انہوں نے (L.L.M) کی ڈگری حاصل کی اور ساتھ ہی ساتھ شعر و ادب سے اپنا رشتہ برقرار رکھا۔ <box>363 866 473 928</box>
paragraph: ایک زمانے میں وارث علوی نے عبد الصمد اور شفق کے ساتھ حسین الحق کو بھی اپنے تنقیدی مضامین کا موضوع بنایا۔ ان کے ناول فرات اور بولو مت چپ رہو اردو فکشن کی تاریخ میں نمایاں مقام رکھتے ہیں۔ <box>484 186 593 248</box>
paragraph: ان کے چند اشعار ملاحظہ فرمائیں جو ان کی فکری بلندی اور فنی پختگی کا ثبوت ہیں۔ ☆☆☆ <box>595 790 705 821</box>
issue-day: Monday <box>385 9 420 19</box>
paragraph: محمد مصطفی غزالی نے ابتدائی تعلیم اپنے گاؤں میں حاصل کی اور اعلیٰ تعلیم کے لئے شہر کا رخ کیا۔ انہوں نے (L.L.M) کی ڈگری حاصل کی اور ساتھ ہی ساتھ شعر و ادب سے اپنا رشتہ برقرار رکھا۔ <box>711 908 821 970</box>
paragraph: ایک زمانے میں وارث علوی نے عبد الصمد اور شفق کے ساتھ حسین الحق کو بھی اپنے تنقیدی مضامین کا موضوع بنایا۔ ان کے ناول فرات اور بولو مت چپ رہو اردو فکشن کی تاریخ میں نمایاں مقام رکھتے ہیں۔ <box>601 121 709 183</box>
paragraph: انہوں نے اپنی شاعری میں روایت اور جدت کا حسین امتزاج پیش کیا ہے۔ ان کی غزلوں میں عشق، درد، انسانیت اور سماجی مسائل کی عکاسی ملتی ہے۔ ان کا کلام مختلف رسائل و جرائد میں شائع ہوتا رہا ہے۔ <box>711 832 821 905</box>
paragraph: ان کے چند اشعار ملاحظہ فرمائیں جو ان کی فکری بلندی اور فنی پختگی کا ثبوت ہیں۔ ☆☆☆ <box>247 952 357 982</box>
paragraph: حسین الحق نے عمر کے بہتر سال پورے کر لیے اور ان کے جانے سے اردو افسانے کی ایک پوری نسل کا ایک اہم ستون گر گیا۔ ان کی یادیں، ان کی تحریریں اور ان کا ادبی مقام ہمیشہ زندہ رہے گا۔ <box>484 121 593 183</box>
paragraph: انہوں نے اپنی شاعری میں روایت اور جدت کا حسین امتزاج پیش کیا ہے۔ ان کی غزلوں میں عشق، درد، انسانیت اور سماجی مسائل کی عکاسی ملتی ہے۔ ان کا کلام مختلف رسائل و جرائد میں شائع ہوتا رہا ہے۔ <box>479 1115 589 1188</box>
paragraph: ان کے چند اشعار ملاحظہ فرمائیں جو ان کی فکری بلندی اور فنی پختگی کا ثبوت ہیں۔ ☆☆☆ <box>363 1224 473 1255</box>
paragraph: ہمیں امید ہے کہ آنے والے دنوں میں یہ نوجوان شاعر اردو ادب کے افق پر ایک روشن ستارے کی طرح چمکے گا اور اپنی شاعری سے اردو زبان کی خدمت کرتا رہے گا۔ <box>823 1289 937 1341</box>
paragraph: ان کے چند اشعار ملاحظہ فرمائیں جو ان کی فکری بلندی اور فنی پختگی کا ثبوت ہیں۔ ☆☆☆ <box>595 1371 705 1402</box>
date-box <box>343 3 463 39</box>
bottom-article-col3-bottom <box>591 1078 705 1470</box>
paragraph: ہمیں امید ہے کہ آنے والے دنوں میں یہ نوجوان شاعر اردو ادب کے افق پر ایک روشن ستارے کی طرح چمکے گا اور اپنی شاعری سے اردو زبان کی خدمت کرتا رہے گا۔ <box>12 985 125 1037</box>
paragraph: انہوں نے اپنی شاعری میں روایت اور جدت کا حسین امتزاج پیش کیا ہے۔ ان کی غزلوں میں عشق، درد، انسانیت اور سماجی مسائل کی عکاسی ملتی ہے۔ ان کا کلام مختلف رسائل و جرائد میں شائع ہوتا رہا ہے۔ <box>247 811 357 884</box>
right-article-text-top-col3 <box>480 121 593 277</box>
paragraph: ان کے چند اشعار ملاحظہ فرمائیں جو ان کی فکری بلندی اور فنی پختگی کا ثبوت ہیں۔ ☆☆☆ <box>131 832 241 863</box>
paragraph: ہمیں امید ہے کہ آنے والے دنوں میں یہ نوجوان شاعر اردو ادب کے افق پر ایک روشن ستارے کی طرح چمکے گا اور اپنی شاعری سے اردو زبان کی خدمت کرتا رہے گا۔ <box>247 1279 357 1330</box>
paragraph: گئے اور یہی ان کی امتیازی شان بھی ہے۔ حسین الحق کو ساہتیہ اکادمی انعام دیے جانے کا فیصلہ حقیقت میں ان کی نصف صدی کی تصنیف وتالیف کے شعبے میں ریاضت کا اعتراف نامہ ہے۔ حسین الحق یوں تو شب خوں میں اچھی خاصی مقدار میں شائع ہوئے اور سریندر پرکاش، بلراج مین را اور غیاث احمد گدی کی نسل کے بعد آنے والے ایسے صاحبِ قلم تھے جنھیں کسی خاص ادبی حلقے کا اسیر نہیں مانا جاسکتا۔ <box>484 281 593 416</box>
paragraph: ان کے چند اشعار ملاحظہ فرمائیں جو ان کی فکری بلندی اور فنی پختگی کا ثبوت ہیں۔ ☆☆☆ <box>363 692 473 722</box>
